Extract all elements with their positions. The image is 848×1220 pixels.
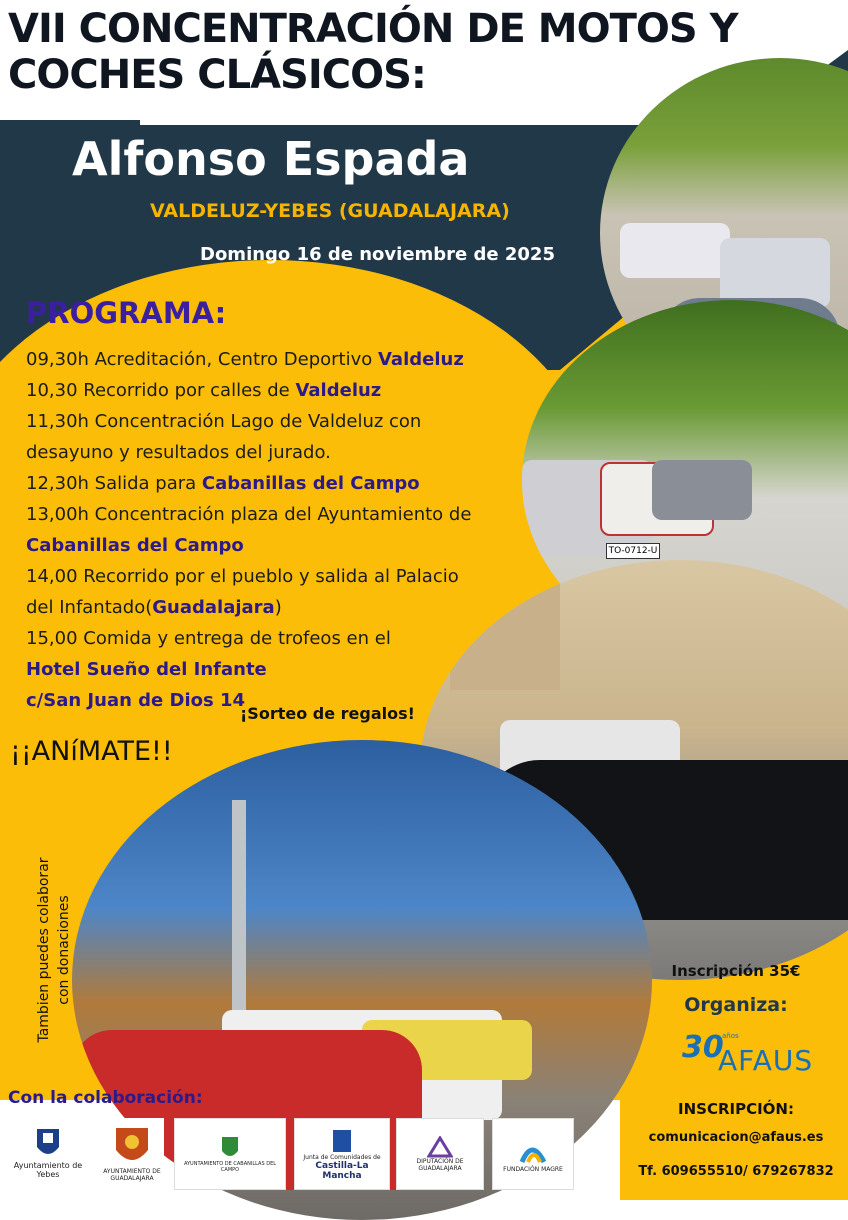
license-plate: TO-0712-U [606, 543, 660, 559]
honoree-name: Alfonso Espada [72, 132, 470, 186]
sponsor-jccm-label-1: Junta de Comunidades de [303, 1153, 381, 1161]
raffle-text: ¡Sorteo de regalos! [240, 704, 415, 723]
guadalajara-crest-icon [112, 1124, 152, 1168]
afaus-logo-number: 30 [682, 1030, 724, 1065]
sponsor-diputacion [396, 1118, 484, 1190]
sponsor-yebes-label: Ayuntamiento de Yebes [13, 1161, 83, 1179]
program-item: 14,00 Recorrido por el pueblo y salida al Palacio [26, 566, 459, 587]
program-item: 12,30h Salida para Cabanillas del Campo [26, 473, 420, 494]
sponsor-jccm [294, 1118, 390, 1190]
contact-email: comunicacion@afaus.es [648, 1130, 824, 1145]
sponsor-diputacion-label-2: GUADALAJARA [418, 1165, 462, 1172]
program-item: 15,00 Comida y entrega de trofeos en el [26, 628, 391, 649]
sponsor-cabanillas-label: AYUNTAMIENTO DE CABANILLAS DEL CAMPO [183, 1161, 277, 1173]
cheer-text: ¡¡ANíMATE!! [10, 736, 173, 767]
event-date: Domingo 16 de noviembre de 2025 [200, 244, 555, 265]
afaus-logo [682, 1030, 832, 1082]
magre-logo-icon [518, 1136, 548, 1166]
program-item: 11,30h Concentración Lago de Valdeluz con [26, 411, 422, 432]
event-title [8, 6, 738, 98]
sponsor-yebes [4, 1118, 92, 1188]
afaus-logo-name: AFAUS [718, 1044, 814, 1077]
sponsor-magre-label: FUNDACIÓN MAGRE [503, 1165, 563, 1173]
program-list [26, 344, 536, 716]
contact-phone: Tf. 609655510/ 679267832 [638, 1164, 834, 1179]
afaus-logo-years: años [722, 1032, 739, 1040]
sponsor-cabanillas [174, 1118, 286, 1190]
cabanillas-crest-icon [220, 1135, 240, 1161]
donations-text [34, 830, 74, 1070]
program-title: PROGRAMA: [26, 296, 227, 330]
registration-fee: Inscripción 35€ [671, 962, 801, 980]
organizer-label: Organiza: [684, 994, 788, 1016]
program-item: del Infantado(Guadalajara) [26, 597, 282, 618]
sponsor-fundacion-magre [492, 1118, 574, 1190]
collaboration-label: Con la colaboración: [8, 1088, 203, 1108]
program-item: 13,00h Concentración plaza del Ayuntamiento de [26, 504, 472, 525]
title-line-2: COCHES CLÁSICOS: [8, 52, 426, 98]
inscription-label: INSCRIPCIÓN: [678, 1100, 794, 1118]
sponsor-guadalajara-city-label: AYUNTAMIENTO DE GUADALAJARA [103, 1168, 161, 1182]
title-line-1: VII CONCENTRACIÓN DE MOTOS Y [8, 6, 738, 52]
yebes-crest-icon [35, 1127, 61, 1161]
program-item: Cabanillas del Campo [26, 535, 244, 556]
donations-line-2: con donaciones [56, 895, 72, 1005]
donations-line-1: Tambien puedes colaborar [36, 857, 52, 1043]
program-item: Hotel Sueño del Infante [26, 659, 267, 680]
jccm-crest-icon [331, 1128, 353, 1154]
program-item: c/San Juan de Dios 14 [26, 690, 246, 711]
sponsor-jccm-label-2: Castilla-La Mancha [315, 1160, 369, 1181]
program-item: 10,30 Recorrido por calles de Valdeluz [26, 380, 382, 401]
event-location: VALDELUZ-YEBES (GUADALAJARA) [150, 200, 510, 222]
sponsor-guadalajara-city [100, 1118, 164, 1188]
sponsor-diputacion-label-1: DIPUTACIÓN DE [416, 1158, 464, 1165]
diputacion-triangle-icon [427, 1136, 453, 1158]
program-item: 09,30h Acreditación, Centro Deportivo Valdeluz [26, 349, 464, 370]
program-item: desayuno y resultados del jurado. [26, 442, 331, 463]
